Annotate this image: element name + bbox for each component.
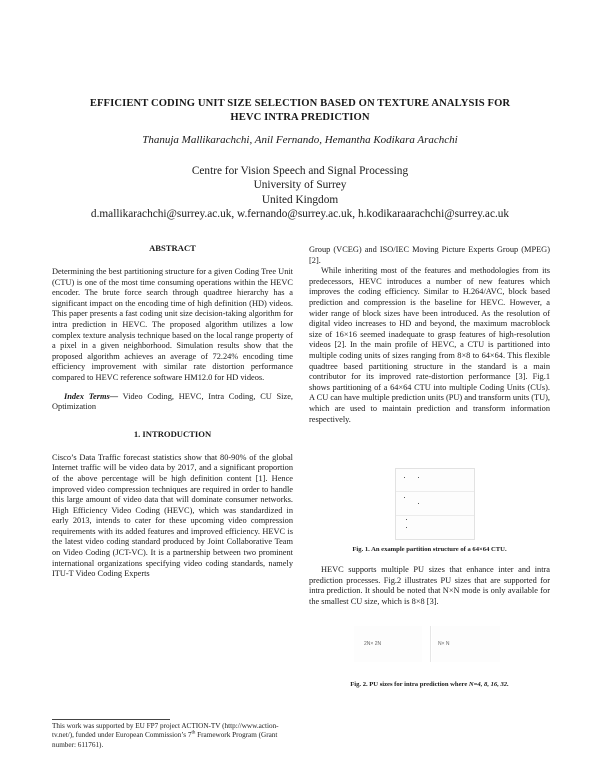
cu-marker: [404, 497, 405, 498]
author-emails: d.mallikarachchi@surrey.ac.uk, w.fernando@surrey.ac.uk, h.kodikaraarachchi@surrey.ac.uk: [90, 207, 510, 220]
affiliation-block: [40, 164, 560, 221]
affiliation-centre: Centre for Vision Speech and Signal Processing: [191, 165, 409, 177]
partition-line: [396, 491, 474, 492]
footnote-text-end: Framework Program (Grant number: 611761).: [52, 731, 278, 749]
figure-1-caption: Fig. 1. An example partition structure of a 64×64 CTU.: [352, 546, 507, 553]
abstract-heading: ABSTRACT: [149, 243, 196, 253]
index-terms-list: Video Coding, HEVC, Intra Coding, CU Size, Optimization: [52, 391, 293, 412]
author-list: Thanuja Mallikarachchi, Anil Fernando, Hemantha Kodikara Arachchi: [142, 134, 458, 146]
figure-2-pu-nxn: [432, 626, 500, 662]
left-column: [52, 243, 293, 580]
introduction-paragraph-1-continued: Group (VCEG) and ISO/IEC Moving Picture Experts Group (MPEG) [2].: [309, 245, 550, 265]
cu-marker: [404, 477, 405, 478]
footnote-superscript: th: [191, 731, 196, 737]
figure-2-divider: [430, 626, 431, 662]
figure-1-ctu-partition: [395, 468, 475, 540]
figure-2-caption-math: N=4, 8, 16, 32.: [468, 681, 509, 688]
index-terms-label: Index Terms—: [64, 391, 119, 401]
introduction-paragraph-1: Cisco’s Data Traffic forecast statistics show that 80-90% of the global Internet traffic will be video data by 2017, and a significant proportion of the above percentage will be high definition content [1]. Hence improved video compression techniques are required in order to handle this large amount of video data that will dominate consumer networks. High Efficiency Video Coding (HEVC), which was standardized in early 2013, intends to cater for these upcoming video compression requirements with its added features and improved efficiency. HEVC is the latest video coding standard produced by Joint Collaborative Team on Video Coding (JCT-VC). It is a partnership between two prominent international organizations specifying video coding standards, namely ITU-T Video Coding Experts: [52, 452, 293, 579]
introduction-paragraph-2-text: While inheriting most of the features and methodologies from its predecessors, HEVC introduces a number of new features which improves the coding efficiency. Similar to H.264/AVC, block based prediction and compression is the baseline for HEVC. However, a wider range of block sizes have been introduced. As the resolution of digital video increases to HD and beyond, the maximum macroblock size of 16×16 seemed inadequate to grasp features of high-resolution videos [2]. In the main profile of HEVC, a CTU is partitioned into multiple coding units of sizes ranging from 8×8 to 64×64. This flexible quadtree based partitioning structure in the standard is a main contributor for its improved rate-distortion performance [3]. Fig.1 shows partitioning of a 64×64 CTU into multiple Coding Units (CUs). A CU can have multiple prediction units (PU) and transform units (TU), which are used to maintain prediction and transform information respectively.: [309, 266, 550, 424]
funding-footnote: [52, 722, 298, 750]
right-column-lower: [309, 565, 550, 607]
cu-marker: [418, 503, 419, 504]
paper-title: [40, 97, 560, 124]
right-column: [309, 245, 550, 425]
paper-title-line-2: HEVC INTRA PREDICTION: [230, 111, 370, 123]
pu-2nx2n-label: 2N× 2N: [364, 641, 382, 647]
paper-title-line-1: EFFICIENT CODING UNIT SIZE SELECTION BASED ON TEXTURE ANALYSIS FOR: [89, 98, 511, 109]
pu-nxn-label: N× N: [438, 641, 450, 647]
figure-2-pu-2nx2n: [354, 626, 422, 662]
index-terms: [52, 392, 293, 413]
cu-marker: [406, 527, 407, 528]
cu-marker: [406, 519, 407, 520]
introduction-paragraph-3-text: HEVC supports multiple PU sizes that enhance inter and intra prediction processes. Fig.2 illustrates PU sizes that are supported for intra prediction. It should be noted that N×N mode is only available for the smallest CU size, which is 8×8 [3].: [309, 565, 550, 606]
abstract-text: Determining the best partitioning structure for a given Coding Tree Unit (CTU) is one of the most time consuming operations within the HEVC encoder. The brute force search through quadtree hierarchy has a significant impact on the encoding time of high definition (HD) videos. This paper presents a fast coding unit size decision-taking algorithm for intra prediction in HEVC. The proposed algorithm utilizes a low complex texture analysis technique based on the local range property of a pixel in a given neighborhood. Simulation results show that the proposed algorithm achieves an average of 72.24% encoding time efficiency improvement with similar rate distortion performance compared to HEVC reference software HM12.0 for HD videos.: [52, 267, 293, 382]
introduction-paragraph-2: [309, 266, 550, 425]
figure-2-caption: [309, 680, 550, 689]
introduction-paragraph-3: [309, 565, 550, 607]
cu-marker: [418, 477, 419, 478]
partition-line: [396, 515, 474, 516]
footnote-rule: [52, 719, 170, 720]
figure-2-caption-text: Fig. 2. PU sizes for intra prediction where: [350, 681, 469, 688]
footnote-text: This work was supported by EU FP7 project ACTION-TV (http://www.action-tv.net/), funded under European Commission’s 7: [52, 722, 279, 740]
affiliation-university: University of Surrey: [253, 179, 347, 192]
affiliation-country: United Kingdom: [261, 193, 339, 206]
introduction-heading: 1. INTRODUCTION: [133, 428, 212, 439]
